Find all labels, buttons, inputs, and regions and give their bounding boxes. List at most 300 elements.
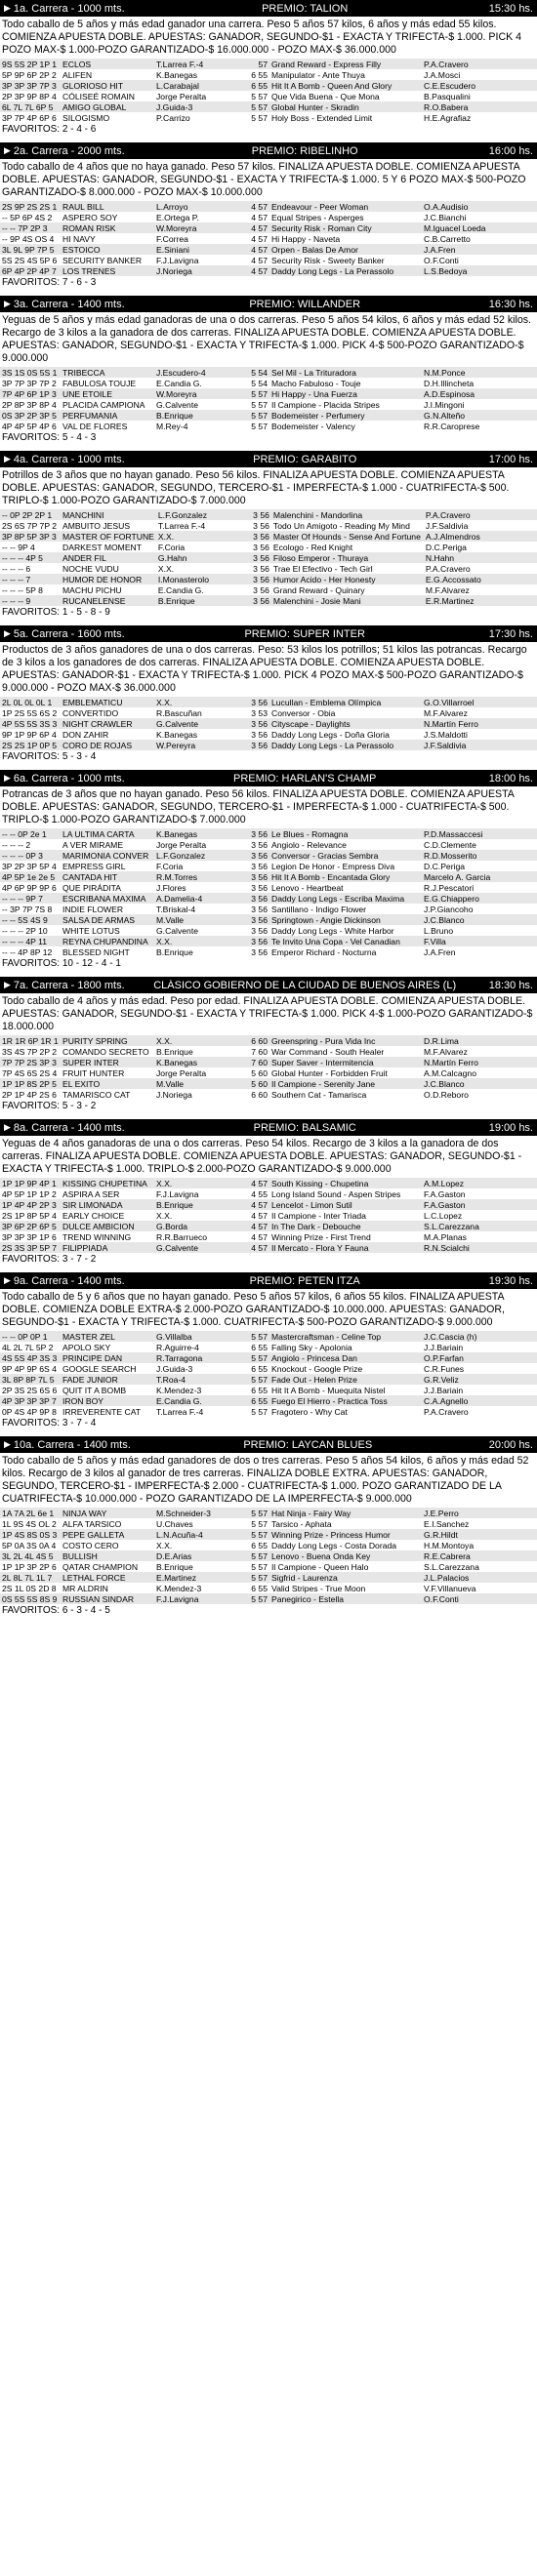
race-favorites: FAVORITOS: 10 - 12 - 4 - 1 <box>2 958 121 969</box>
horse-name: DULCE AMBICION <box>61 1221 154 1231</box>
jockey: G.Calvente <box>156 399 198 410</box>
table-row <box>0 378 537 388</box>
last-results: 1P 4S 8S 0S 3 <box>0 1529 61 1540</box>
horse-name: GOOGLE SEARCH <box>62 1363 137 1374</box>
pedigree: Il Campione - Serenity Jane <box>269 1078 422 1089</box>
jockey: X.X. <box>154 1178 246 1188</box>
race-time: 17:00 hs. <box>488 453 533 465</box>
table-row <box>0 1221 537 1231</box>
horse-name: MACHU PICHU <box>62 584 122 595</box>
table-row <box>0 1057 537 1067</box>
last-results: 1P 4P 4P 2P 3 <box>0 1199 61 1210</box>
trainer: V.F.Villanueva <box>424 1583 476 1593</box>
last-results: 4P 6P 9P 9P 6 <box>2 882 57 893</box>
jockey: M.Rey-4 <box>156 421 188 431</box>
race-block <box>0 0 537 136</box>
pedigree: Hit It A Bomb - Encantada Glory <box>269 871 422 882</box>
horse-name: PLACIDA CAMPIONA <box>62 399 145 410</box>
race-time: 17:30 hs. <box>488 627 533 640</box>
race-favorites: FAVORITOS: 7 - 6 - 3 <box>2 277 97 288</box>
pedigree: Fade Out - Helen Prize <box>269 1374 422 1385</box>
last-results: 3L 2L 4L 4S 5 <box>0 1550 61 1561</box>
age-weight: 3 56 <box>246 893 269 904</box>
pedigree: Sigfrid - Laurenza <box>269 1572 422 1583</box>
table-row <box>0 509 537 520</box>
jockey: F.J.Lavigna <box>154 1593 246 1604</box>
last-results: -- -- -- 9 <box>0 595 61 606</box>
trainer: E.G.Chiappero <box>422 893 537 904</box>
race-conditions: Yeguas de 4 años ganadoras de una o dos carreras. Peso 54 kilos. Recargo de 3 kilos a la ganadora de dos carreras. FINALIZA APUESTA DOBLE. COMIENZA APUESTA DOBLE. APUESTAS: GANADOR, SEGUNDO-$1 - EXACTA Y TRIFECTA-$ 1.000. TRIPLO-$ 2.000-POZO GARANTIZADO-$ 9.000.000 <box>2 1138 522 1175</box>
entries-table <box>0 1331 537 1417</box>
last-results: 5S 2S 4S 5P 6 <box>2 255 58 265</box>
age-weight: 3 56 <box>251 925 268 936</box>
last-results: 3S 4S 7P 2P 2 <box>2 1046 58 1057</box>
race-favorites: FAVORITOS: 2 - 4 - 6 <box>2 124 97 135</box>
table-row <box>0 1331 537 1342</box>
race-conditions: Potrancas de 3 años que no hayan ganado. Peso 56 kilos. FINALIZA APUESTA DOBLE. COMIENZA APUESTA DOBLE. APUESTAS: GANADOR, SEGUNDO, TERCERO-$1 - IMPERFECTA-$ 1.000 - CUATRIFECTA-$ 500. TRIPLO-$ 1.000-POZO GARANTIZADO-$ 7.000.000 <box>2 788 515 825</box>
age-weight: 5 54 <box>246 367 269 378</box>
table-row <box>0 112 537 123</box>
table-row <box>0 584 537 595</box>
race-block <box>0 296 537 444</box>
age-weight: 5 57 <box>246 101 269 112</box>
age-weight: 4 57 <box>251 255 268 265</box>
race-conditions: Potrillos de 3 años que no hayan ganado. Peso 56 kilos. FINALIZA APUESTA DOBLE. COMIENZA APUESTA DOBLE. APUESTAS: GANADOR, SEGUNDO, TERCERO-$1 - IMPERFECTA-$ 1.000 - CUATRIFECTA-$ 500. TRIPLO-$ 1.000-POZO GARANTIZADO-$ 7.000.000 <box>2 469 510 506</box>
play-arrow-icon: ▶ <box>4 145 11 155</box>
table-row <box>0 542 537 552</box>
last-results: -- 5P 6P 4S 2 <box>2 212 53 222</box>
race-header <box>0 1272 537 1289</box>
jockey: J.Escudero-4 <box>154 367 246 378</box>
pedigree: Le Blues - Romagna <box>269 828 422 839</box>
pedigree: Il Campione - Inter Triada <box>271 1210 366 1221</box>
jockey: K.Banegas <box>154 1057 246 1067</box>
horse-name: FRUIT HUNTER <box>62 1067 125 1078</box>
age-weight: 5 57 <box>251 91 268 101</box>
pedigree: Sel Mil - La Trituradora <box>269 367 422 378</box>
pedigree: Daddy Long Legs - White Harbor <box>271 925 394 936</box>
last-results: -- -- 7P 2P 3 <box>0 222 61 233</box>
jockey: L.F.Gonzalez <box>154 850 246 861</box>
trainer: P.A.Cravero <box>424 509 537 520</box>
table-row <box>0 1067 537 1078</box>
last-results: 4P 3P 3P 3P 7 <box>0 1395 61 1406</box>
table-row <box>0 1231 537 1242</box>
age-weight: 3 56 <box>248 552 271 563</box>
last-results: 4S 5S 4P 3S 3 <box>0 1352 61 1363</box>
horse-name: REYNA CHUPANDINA <box>61 936 154 946</box>
race-favorites: FAVORITOS: 3 - 7 - 4 <box>2 1418 97 1429</box>
horse-name: MASTER ZEL <box>61 1331 154 1342</box>
trainer: P.D.Massaccesi <box>422 828 537 839</box>
trainer: P.A.Cravero <box>422 59 537 69</box>
table-row <box>0 265 537 276</box>
age-weight: 6 55 <box>251 1342 268 1352</box>
last-results: 4P 5S 5S 3S 3 <box>0 718 61 729</box>
trainer: F.Villa <box>422 936 537 946</box>
age-weight: 4 55 <box>251 1188 268 1199</box>
trainer: J.A.Fren <box>424 946 456 957</box>
pedigree: Winning Prize - Princess Humor <box>269 1529 422 1540</box>
race-header <box>0 625 537 642</box>
horse-name: GLORIOSO HIT <box>61 80 154 91</box>
table-row <box>0 828 537 839</box>
trainer: J.A.Mosci <box>424 69 461 80</box>
table-row <box>0 1352 537 1363</box>
jockey: R.M.Torres <box>154 871 246 882</box>
trainer: C.D.Clemente <box>424 839 476 850</box>
table-row <box>0 1406 537 1417</box>
horse-name: EMPRESS GIRL <box>62 861 126 871</box>
race-conditions: Todo caballo de 5 años y más edad ganador una carrera. Peso 5 años 57 kilos, 6 años y más edad 55 kilos. COMIENZA APUESTA DOBLE. APUESTAS: GANADOR, SEGUNDO-$1 - EXACTA Y TRIFECTA-$ 1.000. PICK 4 POZO MAX-$ 1.000-POZO GARANTIZADO-$ 16.000.000 - POZO MAX-$ 36.000.000 <box>2 19 521 56</box>
jockey: G.Borda <box>154 1221 246 1231</box>
race-title: 3a. Carrera - 1400 mts. <box>13 298 125 310</box>
jockey: Jorge Peralta <box>156 839 207 850</box>
trainer: J.C.Bianchi <box>424 212 467 222</box>
table-row <box>0 1363 537 1374</box>
jockey: J.Guida-3 <box>154 101 246 112</box>
pedigree: In The Dark - Debouche <box>269 1221 422 1231</box>
jockey: J.Noriega <box>156 1089 192 1100</box>
horse-name: LA ULTIMA CARTA <box>61 828 154 839</box>
trainer: L.C.Lopez <box>424 1210 463 1221</box>
last-results: 2P 1P 4P 2S 6 <box>2 1089 57 1100</box>
trainer: L.Bruno <box>424 925 454 936</box>
jockey: X.X. <box>156 531 248 542</box>
trainer: J.C.Blanco <box>422 1078 537 1089</box>
last-results: -- -- 4P 8P 12 <box>2 946 53 957</box>
horse-name: CANTADA HIT <box>61 871 154 882</box>
age-weight: 3 56 <box>251 861 268 871</box>
last-results: -- -- -- 6 <box>2 563 31 574</box>
table-row <box>0 1210 537 1221</box>
table-row <box>0 388 537 399</box>
last-results: -- -- -- 4P 5 <box>0 552 61 563</box>
table-row <box>0 850 537 861</box>
pedigree: Daddy Long Legs - La Perassolo <box>269 740 422 750</box>
table-row <box>0 718 537 729</box>
last-results: 9S 5S 2P 1P 1 <box>0 59 61 69</box>
pedigree: Emperor Richard - Nocturna <box>271 946 377 957</box>
last-results: 5P 9P 6P 2P 2 <box>2 69 57 80</box>
table-row <box>0 1078 537 1089</box>
last-results: 6L 7L 7L 6P 5 <box>0 101 61 112</box>
race-favorites: FAVORITOS: 5 - 4 - 3 <box>2 432 97 443</box>
entries-table <box>0 1035 537 1100</box>
jockey: B.Enrique <box>154 410 246 421</box>
trainer: P.A.Cravero <box>424 1406 469 1417</box>
last-results: 0S 5S 5S 8S 9 <box>0 1593 61 1604</box>
race-title: 7a. Carrera - 1800 mts. <box>13 979 125 991</box>
age-weight: 5 57 <box>246 1508 269 1518</box>
horse-name: LETHAL FORCE <box>61 1572 154 1583</box>
jockey: R.Tarragona <box>154 1352 246 1363</box>
last-results: 2S 3S 3P 5P 7 <box>0 1242 61 1253</box>
race-prize: PREMIO: SUPER INTER <box>244 627 365 640</box>
last-results: 0S 3P 2P 3P 5 <box>0 410 61 421</box>
entries-table <box>0 59 537 123</box>
race-time: 16:00 hs. <box>488 144 533 157</box>
trainer: G.N.Alteño <box>422 410 537 421</box>
entries-table <box>0 201 537 276</box>
last-results: -- 3P 7P 7S 8 <box>2 904 53 914</box>
table-row <box>0 255 537 265</box>
last-results: -- -- -- 2P 10 <box>2 925 48 936</box>
table-row <box>0 707 537 718</box>
last-results: 2P 3P 9P 8P 4 <box>2 91 57 101</box>
pedigree: Lencelot - Limon Sutil <box>269 1199 422 1210</box>
pedigree: Global Hunter - Skradin <box>269 101 422 112</box>
age-weight: 6 60 <box>251 1089 268 1100</box>
trainer: O.F.Conti <box>424 255 459 265</box>
jockey: X.X. <box>154 1035 246 1046</box>
race-favorites: FAVORITOS: 5 - 3 - 4 <box>2 751 97 762</box>
age-weight: 4 57 <box>246 201 269 212</box>
play-arrow-icon: ▶ <box>4 299 11 308</box>
trainer: A.M.Calcagno <box>424 1067 476 1078</box>
pedigree: Falling Sky - Apolonia <box>271 1342 352 1352</box>
pedigree: Angiolo - Princesa Dan <box>269 1352 422 1363</box>
table-row <box>0 59 537 69</box>
horse-name: LOS TRENES <box>61 265 154 276</box>
trainer: M.Iguacel Loeda <box>422 222 537 233</box>
pedigree: Global Hunter - Forbidden Fruit <box>271 1067 388 1078</box>
age-weight: 3 56 <box>246 828 269 839</box>
trainer: N.M.Ponce <box>422 367 537 378</box>
race-conditions: Todo caballo de 5 años y más edad ganadores de dos o tres carreras. Peso 5 años 54 kilos, 6 años y más edad 52 kilos. Recargo de 3 kilos al ganador de tres carreras. FINALIZA DOBLE EXTRA. APUESTAS: GANADOR, SEGUNDO, TERCERO-$1 - IMPERFECTA-$ 2.000 - CUATRIFECTA-$ 1.000. POZO GARANTIZADO DE LA CUATRIFECTA-$ 10.000.000 - POZO GARANTIZADO DE LA IMPERFECTA-$ 9.000.000 <box>2 1455 529 1505</box>
table-row <box>0 1035 537 1046</box>
table-row <box>0 595 537 606</box>
jockey: G.Villalba <box>154 1331 246 1342</box>
race-time: 20:00 hs. <box>488 1438 533 1451</box>
trainer: J.E.Perro <box>422 1508 537 1518</box>
last-results: -- -- -- 7 <box>0 574 61 584</box>
jockey: E.Candia G. <box>157 584 204 595</box>
pedigree: Southern Cat - Tamarisca <box>271 1089 367 1100</box>
jockey: K.Mendez-3 <box>156 1385 202 1395</box>
horse-name: MASTER OF FORTUNE <box>62 531 154 542</box>
jockey: G.Calvente <box>154 718 246 729</box>
race-block <box>0 625 537 763</box>
race-prize: PREMIO: RIBELINHO <box>251 144 358 157</box>
table-row <box>0 80 537 91</box>
age-weight: 5 57 <box>251 1561 268 1572</box>
trainer: A.J.Almendros <box>424 531 537 542</box>
horse-name: SECURITY BANKER <box>62 255 143 265</box>
trainer: R.O.Babera <box>422 101 537 112</box>
horse-name: ALFA TARSICO <box>62 1518 122 1529</box>
pedigree: Super Saver - Intermitencia <box>269 1057 422 1067</box>
table-row <box>0 861 537 871</box>
jockey: K.Banegas <box>154 828 246 839</box>
last-results: 1P 1P 9P 4P 1 <box>0 1178 61 1188</box>
jockey: E.Candia G. <box>154 1395 246 1406</box>
last-results: -- -- -- 0P 3 <box>0 850 61 861</box>
horse-name: NINJA WAY <box>61 1508 154 1518</box>
age-weight: 4 57 <box>251 233 268 244</box>
jockey: B.Enrique <box>156 1561 193 1572</box>
jockey: K.Banegas <box>156 69 198 80</box>
trainer: A.D.Espinosa <box>422 388 537 399</box>
age-weight: 4 57 <box>251 212 268 222</box>
jockey: F.J.Lavigna <box>156 1188 199 1199</box>
age-weight: 3 56 <box>246 740 269 750</box>
table-row <box>0 697 537 707</box>
last-results: -- -- -- 2 <box>2 839 31 850</box>
race-title: 10a. Carrera - 1400 mts. <box>13 1438 131 1451</box>
trainer: J.A.Fren <box>422 244 537 255</box>
pedigree: Conversor - Gracias Sembra <box>269 850 422 861</box>
table-row <box>0 1188 537 1199</box>
jockey: T.Larrea F.-4 <box>156 1406 204 1417</box>
table-row <box>0 882 537 893</box>
table-row <box>0 1178 537 1188</box>
jockey: G.Calvente <box>154 1242 246 1253</box>
pedigree: Lucullan - Emblema Olímpica <box>269 697 422 707</box>
race-block <box>0 1272 537 1429</box>
table-row <box>0 871 537 882</box>
horse-name: ANDER FIL <box>61 552 156 563</box>
race-time: 19:00 hs. <box>488 1121 533 1134</box>
race-title: 2a. Carrera - 2000 mts. <box>13 144 125 157</box>
race-block <box>0 1436 537 1617</box>
pedigree: Trae El Efectivo - Tech Girl <box>272 563 373 574</box>
last-results: -- -- 5S 4S 9 <box>0 914 61 925</box>
jockey: L.Arroyo <box>154 201 246 212</box>
jockey: K.Banegas <box>156 729 198 740</box>
jockey: F.J.Lavigna <box>156 255 199 265</box>
pedigree: Hit It A Bomb - Muequita Nistel <box>271 1385 386 1395</box>
horse-name: UNE ETOILE <box>61 388 154 399</box>
table-row <box>0 1342 537 1352</box>
race-title: 5a. Carrera - 1600 mts. <box>13 627 125 640</box>
pedigree: Filoso Emperor - Thuraya <box>271 552 424 563</box>
trainer: R.R.Caroprese <box>424 421 480 431</box>
jockey: D.E.Arias <box>154 1550 246 1561</box>
age-weight: 3 56 <box>246 697 269 707</box>
age-weight: 5 57 <box>251 399 268 410</box>
trainer: R.J.Pescatori <box>424 882 475 893</box>
last-results: 2L 8L 7L 1L 7 <box>0 1572 61 1583</box>
pedigree: Knockout - Google Prize <box>271 1363 363 1374</box>
age-weight: 4 57 <box>246 1242 269 1253</box>
trainer: B.Pasqualini <box>424 91 471 101</box>
last-results: 3L 9L 9P 7P 5 <box>0 244 61 255</box>
last-results: 4P 5P 1P 1P 2 <box>2 1188 57 1199</box>
horse-name: ALIFEN <box>62 69 93 80</box>
last-results: -- -- 0P 0P 1 <box>0 1331 61 1342</box>
table-row <box>0 399 537 410</box>
pedigree: Security Risk - Sweety Banker <box>271 255 385 265</box>
pedigree: Tarsico - Aphata <box>271 1518 332 1529</box>
last-results: 0P 4S 4P 9P 8 <box>2 1406 57 1417</box>
pedigree: Il Campione - Queen Halo <box>271 1561 369 1572</box>
age-weight: 6 55 <box>251 1385 268 1395</box>
trainer: N.Martín Ferro <box>422 718 537 729</box>
last-results: 7P 7P 2S 3P 3 <box>0 1057 61 1067</box>
pedigree: Greenspring - Pura Vida Inc <box>269 1035 422 1046</box>
race-time: 16:30 hs. <box>488 298 533 310</box>
table-row <box>0 1374 537 1385</box>
table-row <box>0 101 537 112</box>
horse-name: FABULOSA TOUJE <box>62 378 137 388</box>
horse-name: PURITY SPRING <box>61 1035 154 1046</box>
last-results: 4P 4P 5P 4P 6 <box>2 421 57 431</box>
jockey: B.Enrique <box>154 1199 246 1210</box>
entries-table <box>0 697 537 750</box>
play-arrow-icon: ▶ <box>4 773 11 783</box>
trainer: J.C.Blanco <box>422 914 537 925</box>
pedigree: Grand Reward - Quinary <box>272 584 365 595</box>
pedigree: Il Campione - Placida Stripes <box>271 399 380 410</box>
last-results: 1A 7A 2L 6e 1 <box>0 1508 61 1518</box>
horse-name: APOLO SKY <box>62 1342 111 1352</box>
last-results: -- -- -- 5P 8 <box>2 584 43 595</box>
pedigree: Que Vida Buena - Que Mona <box>271 91 380 101</box>
jockey: B.Enrique <box>156 595 248 606</box>
jockey: R.Aguirre-4 <box>156 1342 199 1352</box>
pedigree: Bodemeister - Perfumery <box>269 410 422 421</box>
jockey: X.X. <box>154 936 246 946</box>
last-results: -- -- -- 9P 7 <box>0 893 61 904</box>
jockey: R.R.Barrueco <box>156 1231 208 1242</box>
pedigree: Fragotero - Why Cat <box>271 1406 348 1417</box>
age-weight: 4 57 <box>246 265 269 276</box>
horse-name: HI NAVY <box>62 233 96 244</box>
pedigree: Bodemeister - Valency <box>271 421 355 431</box>
horse-name: QUIT IT A BOMB <box>62 1385 127 1395</box>
horse-name: DON ZAHIR <box>62 729 109 740</box>
age-weight: 5 57 <box>246 1572 269 1583</box>
table-row <box>0 91 537 101</box>
horse-name: MANCHINI <box>61 509 156 520</box>
trainer: F.A.Gaston <box>424 1188 466 1199</box>
last-results: -- -- -- 4P 11 <box>0 936 61 946</box>
pedigree: Legion De Honor - Empress Diva <box>271 861 395 871</box>
age-weight: 5 57 <box>251 421 268 431</box>
horse-name: MR ALDRIN <box>62 1583 108 1593</box>
last-results: -- -- 0P 2e 1 <box>0 828 61 839</box>
age-weight: 5 57 <box>251 1406 268 1417</box>
jockey: B.Enrique <box>156 946 193 957</box>
horse-name: FILIPPIADA <box>61 1242 154 1253</box>
race-header <box>0 0 537 17</box>
trainer: R.D.Mosserito <box>422 850 537 861</box>
trainer: O.D.Reboro <box>424 1089 469 1100</box>
jockey: M.Valle <box>154 1078 246 1089</box>
table-row <box>0 740 537 750</box>
jockey: J.Guida-3 <box>156 1363 193 1374</box>
horse-name: RAUL BILL <box>61 201 154 212</box>
jockey: M.Schneider-3 <box>154 1508 246 1518</box>
horse-name: EL EXITO <box>61 1078 154 1089</box>
horse-name: IRREVERENTE CAT <box>62 1406 142 1417</box>
age-weight: 3 56 <box>248 595 271 606</box>
age-weight: 3 56 <box>246 718 269 729</box>
horse-name: SALSA DE ARMAS <box>61 914 154 925</box>
table-row <box>0 1529 537 1540</box>
age-weight: 3 56 <box>253 520 269 531</box>
jockey: X.X. <box>156 1210 173 1221</box>
horse-name: SILOGISMO <box>62 112 110 123</box>
play-arrow-icon: ▶ <box>4 980 11 989</box>
age-weight: 6 55 <box>246 80 269 91</box>
table-row <box>0 520 537 531</box>
pedigree: Holy Boss - Extended Limit <box>271 112 373 123</box>
jockey: F.Coria <box>157 542 186 552</box>
race-conditions: Todo caballo de 5 y 6 años que no hayan ganado. Peso 5 años 57 kilos, 6 años 55 kilos. FINALIZA APUESTA DOBLE. COMIENZA DOBLE EXTRA-$ 2.000-POZO GARANTIZADO-$ 10.000.000. APUESTAS: GANADOR, SEGUNDO-$1 - EXACTA Y TRIFECTA-$ 1.000. CUATRIFECTA-$ 500-POZO GARANTIZADO-$ 9.000.000 <box>2 1291 505 1328</box>
table-row <box>0 1550 537 1561</box>
